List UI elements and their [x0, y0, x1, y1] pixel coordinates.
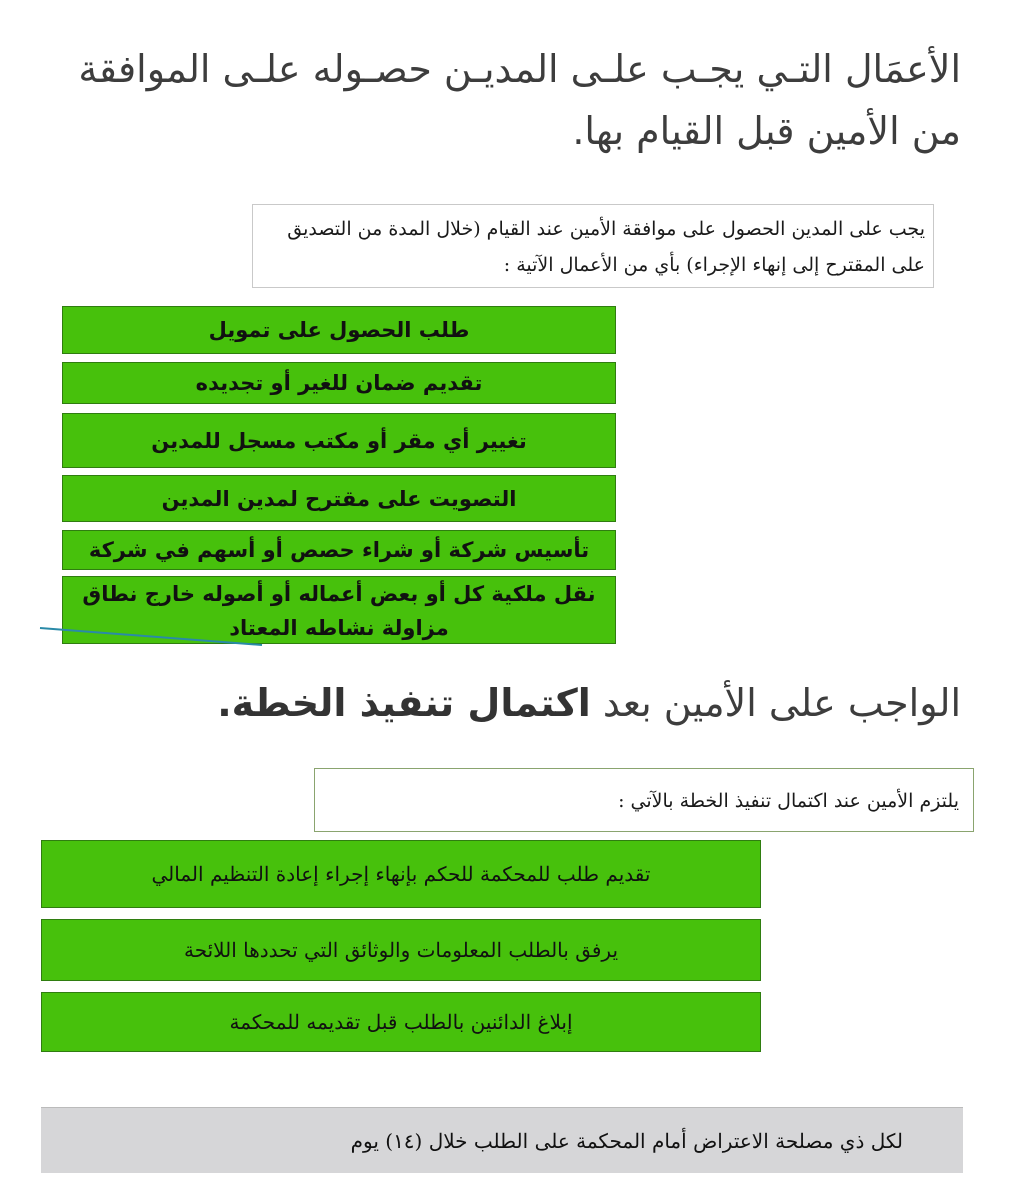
objection-note: لكل ذي مصلحة الاعتراض أمام المحكمة على الطلب خلال (١٤) يوم [41, 1107, 963, 1173]
duty-item-court-request: تقديم طلب للمحكمة للحكم بإنهاء إجراء إعادة التنظيم المالي [41, 840, 761, 908]
action-item-company-shares: تأسيس شركة أو شراء حصص أو أسهم في شركة [62, 530, 616, 570]
duty-item-notify-creditors: إبلاغ الدائنين بالطلب قبل تقديمه للمحكمة [41, 992, 761, 1052]
trustee-text-box: يلتزم الأمين عند اكتمال تنفيذ الخطة بالآتي : [314, 768, 974, 832]
action-item-guarantee: تقديم ضمان للغير أو تجديده [62, 362, 616, 404]
heading-part-1: الواجب على الأمين بعد [590, 681, 961, 725]
section-heading-trustee-duty [61, 672, 961, 734]
heading-part-2: اكتمال تنفيذ الخطة. [217, 681, 591, 725]
action-item-financing: طلب الحصول على تمويل [62, 306, 616, 354]
action-item-office-change: تغيير أي مقر أو مكتب مسجل للمدين [62, 413, 616, 468]
duty-item-attach-documents: يرفق بالطلب المعلومات والوثائق التي تحددها اللائحة [41, 919, 761, 981]
section-heading-approval: الأعمَال التـي يجـب علـى المديـن حصـوله علـى الموافقة من الأمين قبل القيام بها. [78, 47, 961, 153]
action-item-voting: التصويت على مقترح لمدين المدين [62, 475, 616, 522]
action-item-ownership-transfer: نقل ملكية كل أو بعض أعماله أو أصوله خارج نطاق مزاولة نشاطه المعتاد [62, 576, 616, 644]
intro-text-box: يجب على المدين الحصول على موافقة الأمين عند القيام (خلال المدة من التصديق على المقترح إلى إنهاء الإجراء) بأي من الأعمال الآتية : [252, 204, 934, 288]
